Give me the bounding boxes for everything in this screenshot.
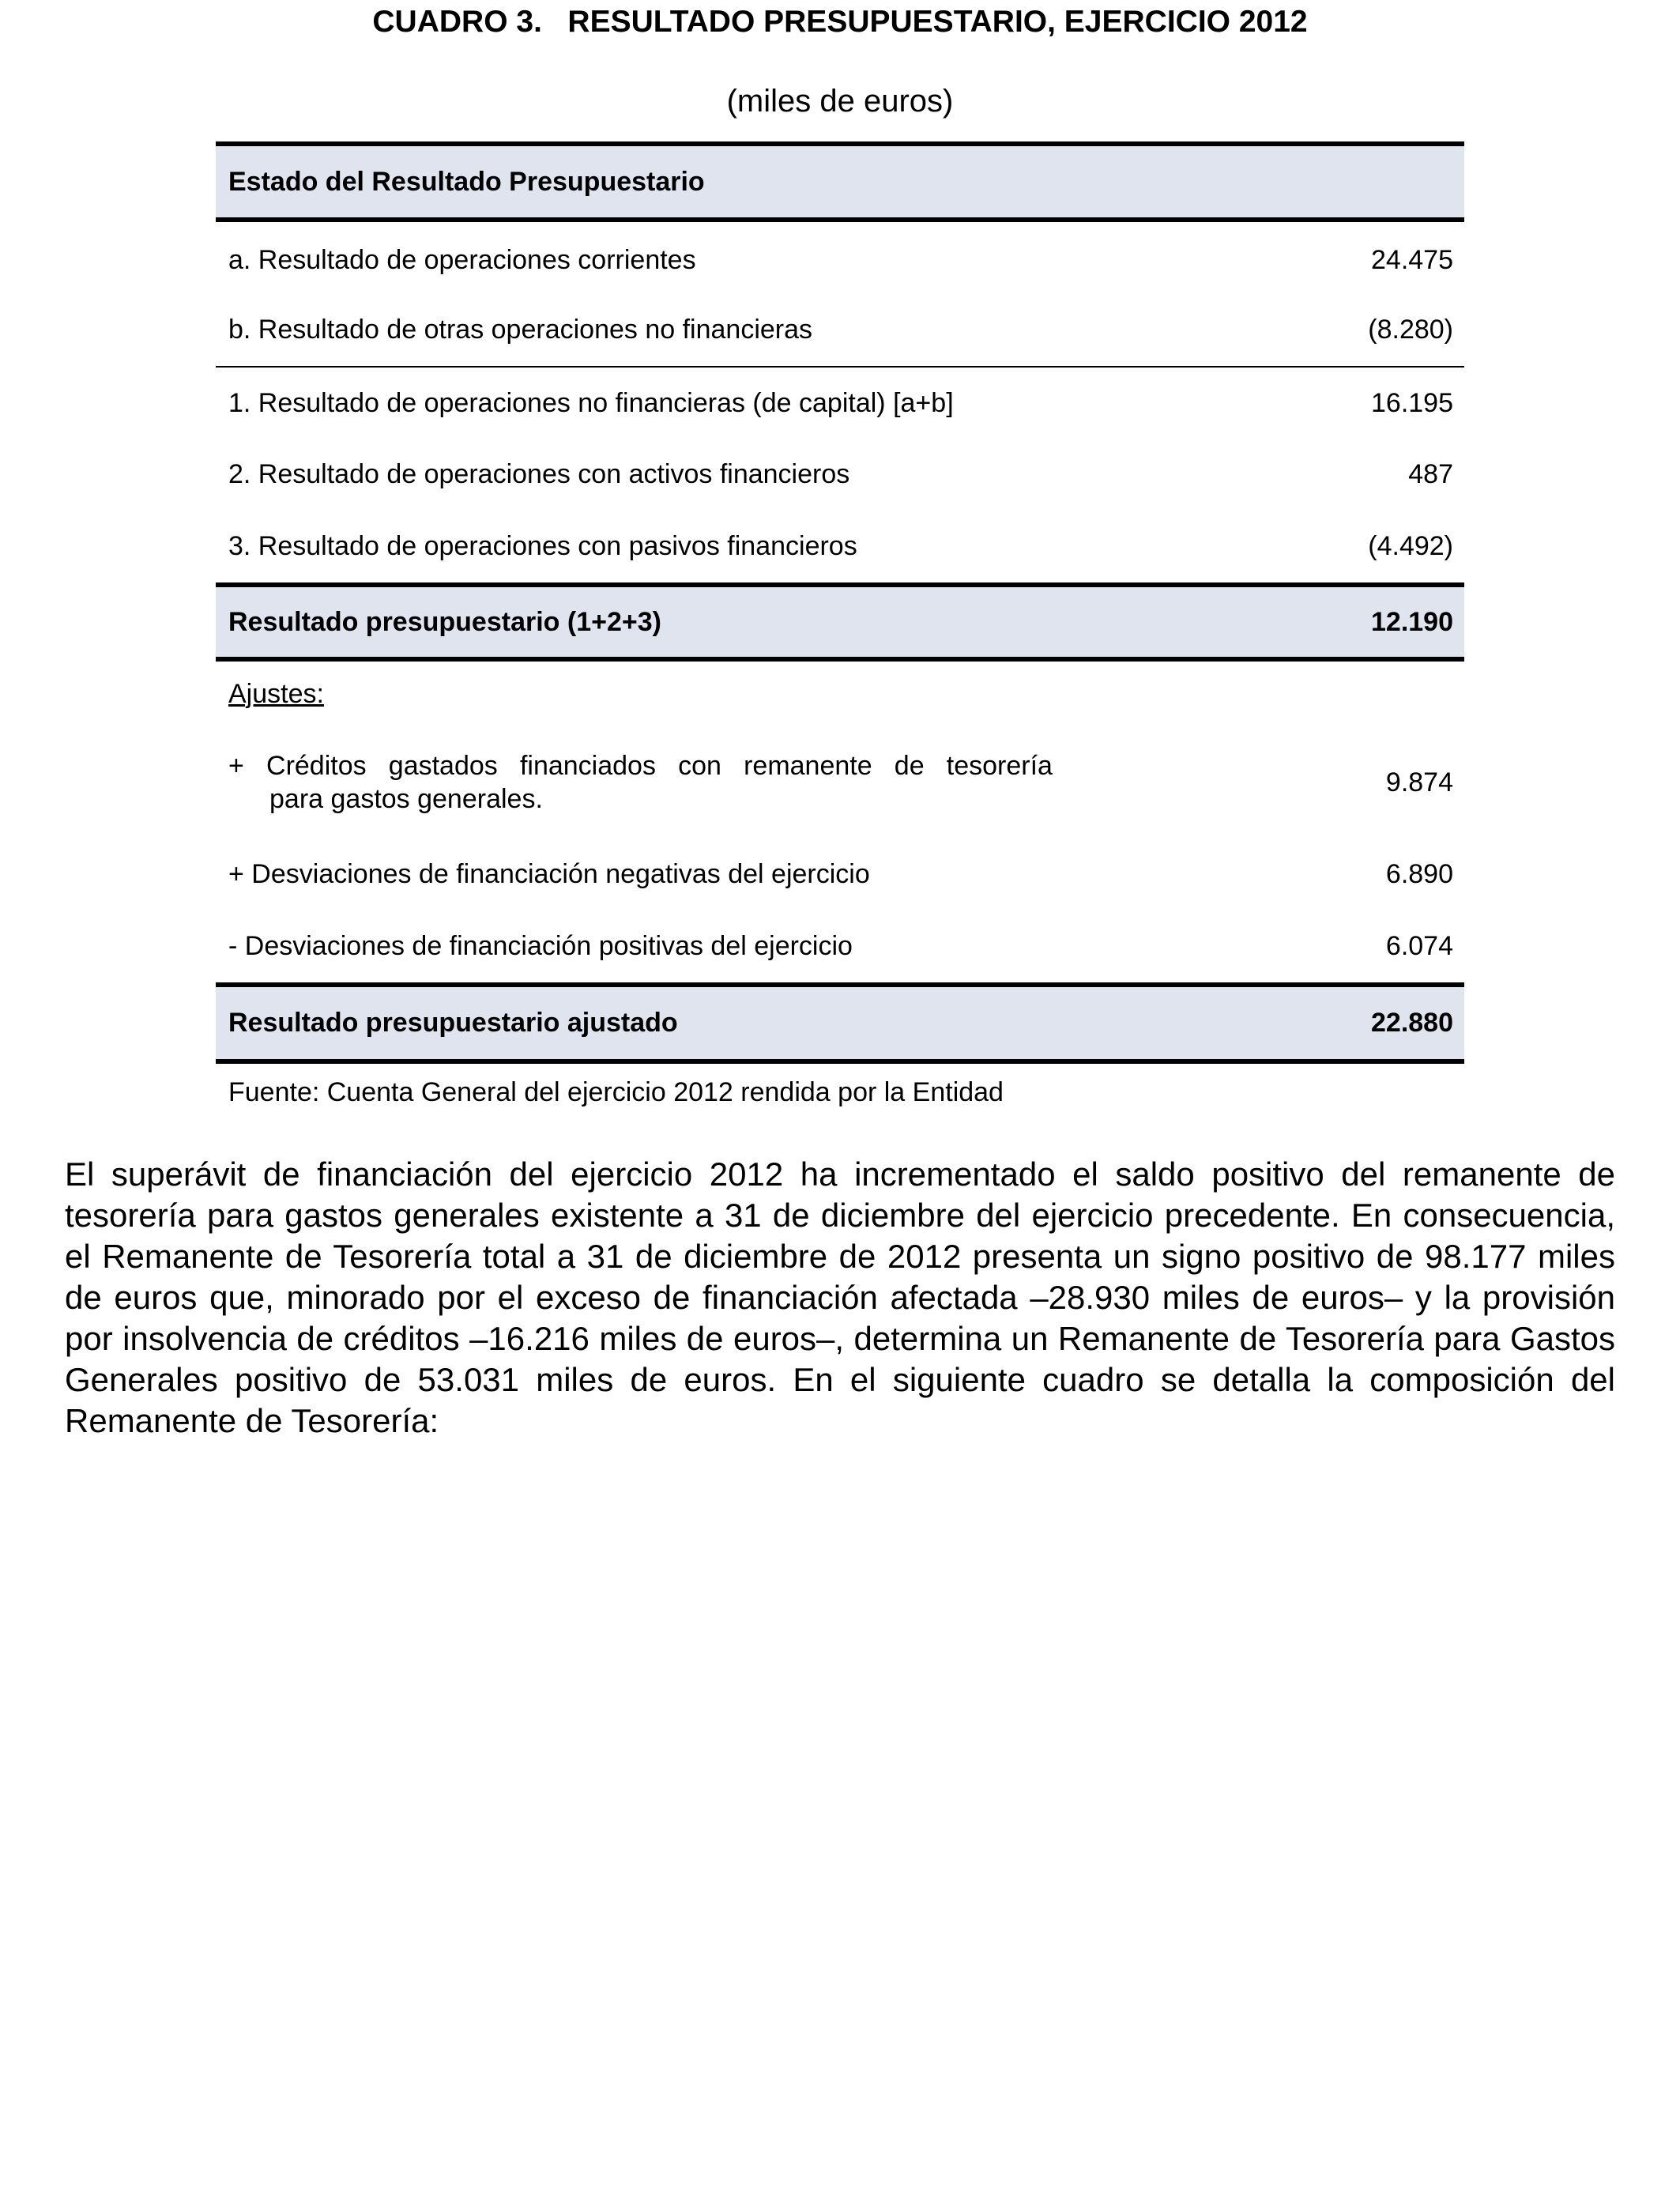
row-label: b. Resultado de otras operaciones no financieras (228, 315, 813, 345)
table-header-row (216, 141, 1464, 222)
table-row (216, 294, 1464, 366)
total-value: 22.880 (1371, 1008, 1453, 1038)
total-value: 12.190 (1371, 606, 1453, 637)
row-value: (8.280) (1368, 315, 1453, 345)
row-value: (4.492) (1368, 531, 1453, 561)
budget-result-table (216, 141, 1464, 1064)
adjustment-row (216, 726, 1464, 839)
row-label (228, 749, 1386, 816)
row-label: 1. Resultado de operaciones no financieras (de capital) [a+b] (228, 387, 954, 418)
table-row (216, 222, 1464, 294)
adjustments-label: Ajustes: (228, 678, 324, 709)
total-row-budget-result (216, 582, 1464, 662)
table-subtitle: (miles de euros) (726, 84, 954, 119)
table-row (216, 366, 1464, 439)
total-row-adjusted-result (216, 982, 1464, 1064)
adjustments-heading-row (216, 662, 1464, 726)
table-row (216, 439, 1464, 511)
row-value: 24.475 (1371, 245, 1453, 275)
total-label: Resultado presupuestario (1+2+3) (228, 606, 661, 637)
row-value: 9.874 (1385, 767, 1453, 797)
row-value: 487 (1408, 459, 1453, 489)
row-label: 3. Resultado de operaciones con pasivos financieros (228, 531, 857, 561)
row-label: + Desviaciones de financiación negativas del ejercicio (228, 859, 870, 889)
row-value: 6.074 (1385, 931, 1453, 961)
row-label-line2: para gastos generales. (269, 784, 543, 814)
table-title: CUADRO 3. RESULTADO PRESUPUESTARIO, EJERCICIO 2012 (372, 5, 1308, 39)
row-label: - Desviaciones de financiación positivas del ejercicio (228, 931, 853, 961)
row-label: 2. Resultado de operaciones con activos financieros (228, 459, 850, 489)
row-label-line1: + Créditos gastados financiados con remanente de tesorería (228, 751, 1053, 781)
row-label: a. Resultado de operaciones corrientes (228, 245, 696, 275)
total-label: Resultado presupuestario ajustado (228, 1008, 678, 1038)
row-value: 16.195 (1371, 387, 1453, 418)
adjustment-row (216, 839, 1464, 910)
table-header-label: Estado del Resultado Presupuestario (228, 166, 705, 197)
table-row (216, 511, 1464, 582)
adjustment-row (216, 910, 1464, 982)
body-paragraph: El superávit de financiación del ejercicio 2012 ha incrementado el saldo positivo del remanente de tesorería para gastos generales existente a 31 de diciembre del ejercicio precedente. En consecuencia, el Remanente de Tesorería total a 31 de diciembre de 2012 presenta un signo positivo de 98.177 miles de euros que, minorado por el exceso de financiación afectada –28.930 miles de euros– y la provisión por insolvencia de créditos –16.216 miles de euros–, determina un Remanente de Tesorería para Gastos Generales positivo de 53.031 miles de euros. En el siguiente cuadro se detalla la composición del Remanente de Tesorería: (65, 1155, 1615, 1439)
source-note: Fuente: Cuenta General del ejercicio 2012 rendida por la Entidad (228, 1077, 1004, 1107)
row-value: 6.890 (1385, 859, 1453, 889)
